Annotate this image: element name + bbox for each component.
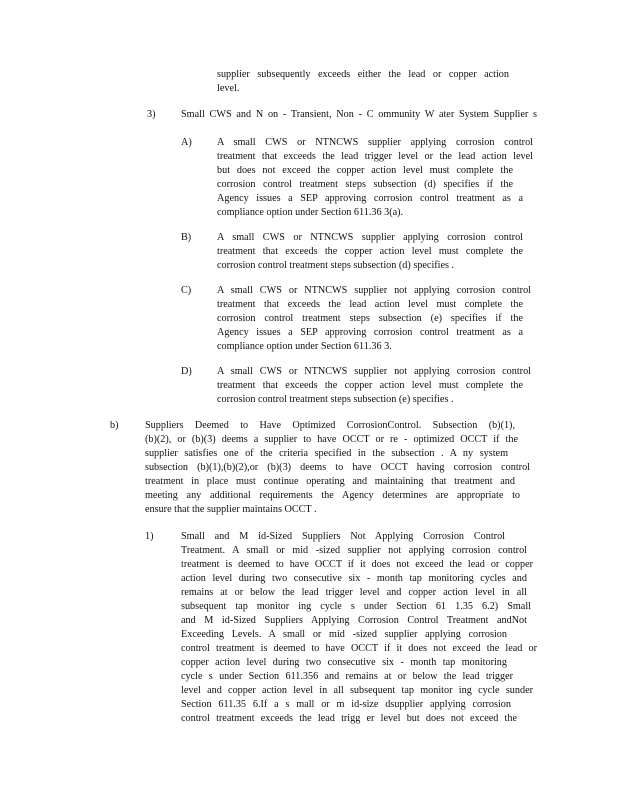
item-b-line: subsection (b)(1),(b)(2),or (b)(3) deems to have OCCT having corrosion control [145,462,530,473]
sub-1-line: Exceeding Levels. A small or mid -sized supplier applying corrosion [181,629,507,640]
sub-d-line: treatment that exceeds the copper action level must complete the [217,380,523,391]
sub-1-line: action level during two consecutive six - month tap monitoring cycles and [181,573,527,584]
item-3-label: 3) [147,109,156,120]
sub-1-label: 1) [145,531,154,542]
continuation-line: level. [217,83,240,94]
item-b-line: Suppliers Deemed to Have Optimized CorrosionControl. Subsection (b)(1), [145,420,515,431]
item-3-heading: Small CWS and N on - Transient, Non - C ommunity W ater System Supplier s [181,109,537,120]
sub-1-line: treatment is deemed to have OCCT if it does not exceed the lead or copper [181,559,533,570]
sub-a-line: Agency issues a SEP approving corrosion control treatment as a [217,193,523,204]
sub-1-line: cycle s under Section 611.356 and remains at or below the lead trigger [181,671,513,682]
sub-b-label: B) [181,232,192,243]
continuation-line: supplier subsequently exceeds either the lead or copper action [217,69,509,80]
sub-a-label: A) [181,137,192,148]
sub-a-line: A small CWS or NTNCWS supplier applying corrosion control [217,137,533,148]
sub-1-line: Treatment. A small or mid -sized supplier not applying corrosion control [181,545,527,556]
sub-a-line: compliance option under Section 611.36 3(a). [217,207,404,218]
sub-c-line: Agency issues a SEP approving corrosion control treatment as a [217,327,523,338]
sub-1-line: control treatment is deemed to have OCCT if it does not exceed the lead or [181,643,537,654]
sub-c-line: compliance option under Section 611.36 3. [217,341,392,352]
item-b-label: b) [110,420,119,431]
item-b-line: (b)(2), or (b)(3) deems a supplier to have OCCT or re - optimized OCCT if the [145,434,518,445]
sub-1-line: remains at or below the lead trigger level and copper action level in all [181,587,527,598]
sub-d-line: A small CWS or NTNCWS supplier not applying corrosion control [217,366,531,377]
item-b-line: ensure that the supplier maintains OCCT . [145,504,317,515]
sub-d-line: corrosion control treatment steps subsection (e) specifies . [217,394,454,405]
sub-1-line: control treatment exceeds the lead trigg er level but does not exceed the [181,713,517,724]
sub-c-label: C) [181,285,192,296]
sub-c-line: A small CWS or NTNCWS supplier not applying corrosion control [217,285,531,296]
item-b-line: meeting any additional requirements the Agency determines are appropriate to [145,490,520,501]
sub-a-line: but does not exceed the copper action level must complete the [217,165,513,176]
sub-1-line: Section 611.35 6.If a s mall or m id-size dsupplier applying corrosion [181,699,511,710]
sub-c-line: treatment that exceeds the lead action level must complete the [217,299,523,310]
sub-1-line: copper action level during two consecutive six - month tap monitoring [181,657,507,668]
sub-b-line: corrosion control treatment steps subsection (d) specifies . [217,260,455,271]
sub-1-line: level and copper action level in all subsequent tap monitor ing cycle sunder [181,685,533,696]
item-b-line: supplier satisfies one of the criteria specified in the subsection . A ny system [145,448,508,459]
sub-1-line: subsequent tap monitor ing cycle s under Section 61 1.35 6.2) Small [181,601,531,612]
sub-b-line: A small CWS or NTNCWS supplier applying corrosion control [217,232,523,243]
sub-a-line: corrosion control treatment steps subsection (d) specifies if the [217,179,513,190]
sub-c-line: corrosion control treatment steps subsection (e) specifies if the [217,313,523,324]
sub-1-line: and M id-Sized Suppliers Applying Corrosion Control Treatment andNot [181,615,527,626]
sub-d-label: D) [181,366,192,377]
item-b-line: treatment in place must continue operating and maintaining that treatment and [145,476,515,487]
sub-1-line: Small and M id-Sized Suppliers Not Applying Corrosion Control [181,531,505,542]
sub-b-line: treatment that exceeds the copper action level must complete the [217,246,523,257]
sub-a-line: treatment that exceeds the lead trigger level or the lead action level [217,151,533,162]
